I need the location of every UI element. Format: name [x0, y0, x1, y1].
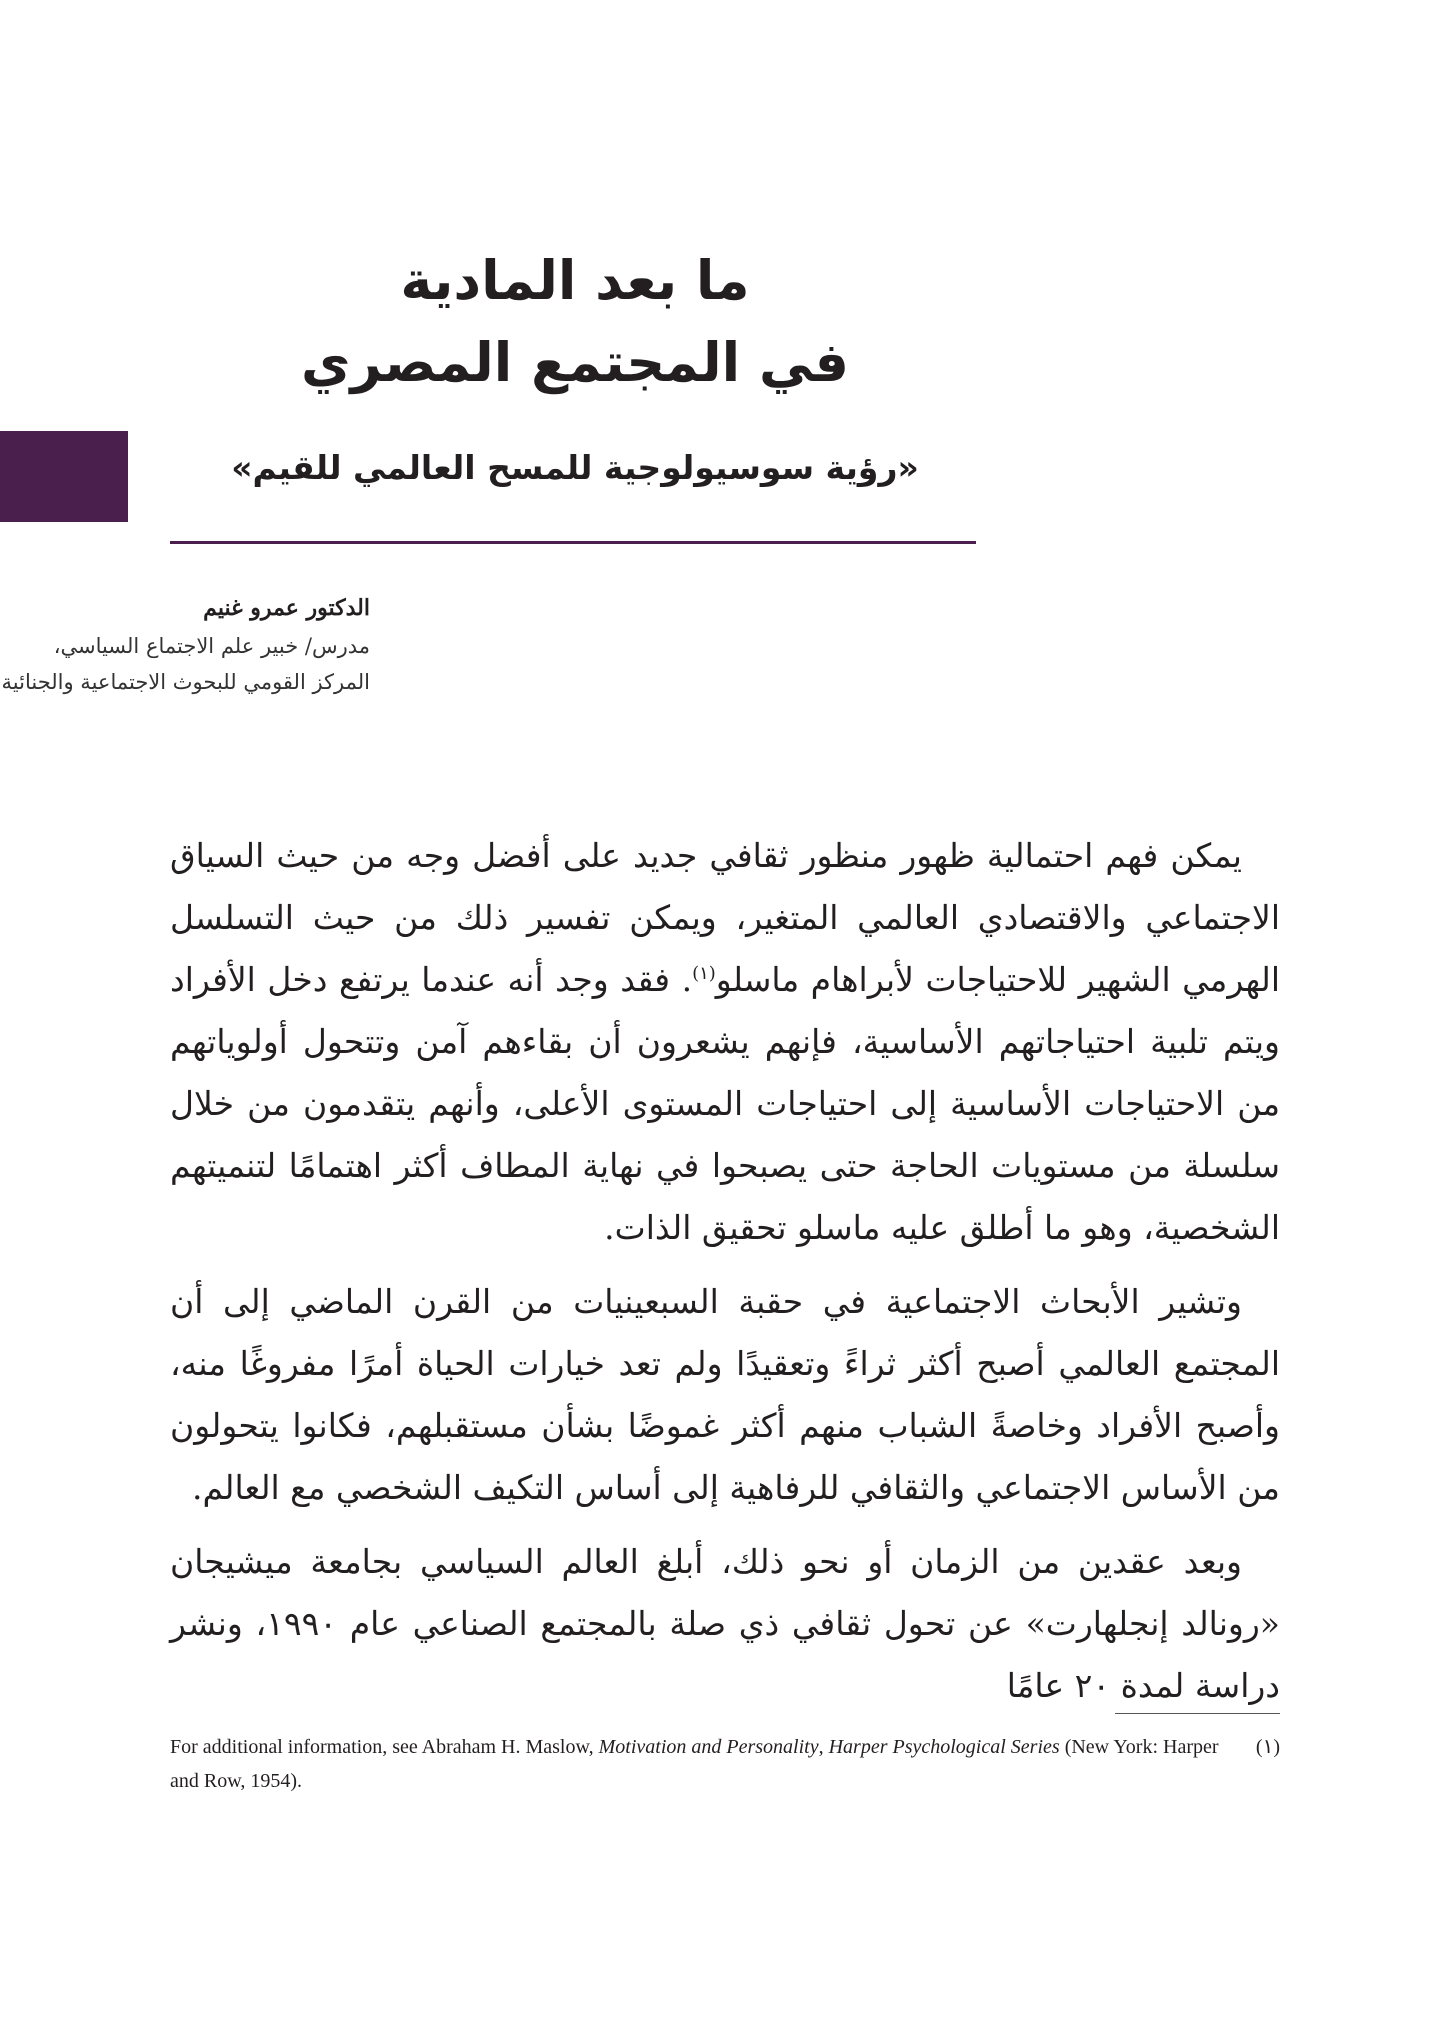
footnote-text: [170, 1730, 1220, 1798]
footnote-divider: [1115, 1713, 1280, 1714]
footnote-reference[interactable]: (١): [692, 963, 716, 984]
paragraph-3: وبعد عقدين من الزمان أو نحو ذلك، أبلغ العالم السياسي بجامعة ميشيجان «رونالد إنجلهارت» عن تحول ثقافي ذي صلة بالمجتمع الصناعي عام ١٩٩٠، ونشر دراسة لمدة ٢٠ عامًا: [170, 1542, 1280, 1705]
title-divider: [170, 541, 976, 544]
author-name: الدكتور عمرو غنيم: [203, 595, 370, 621]
footnote-series-title: Harper Psychological Series: [828, 1736, 1060, 1758]
paragraph-2: وتشير الأبحاث الاجتماعية في حقبة السبعينيات من القرن الماضي إلى أن المجتمع العالمي أصبح أكثر ثراءً وتعقيدًا ولم تعد خيارات الحياة أمرًا مفروغًا منه، وأصبح الأفراد وخاصةً الشباب منهم أكثر غموضًا بشأن مستقبلهم، فكانوا يتحولون من الأساس الاجتماعي والثقافي للرفاهية إلى أساس التكيف الشخصي مع العالم.: [170, 1282, 1280, 1507]
title-line-2: في المجتمع المصري: [301, 331, 849, 394]
footnote-separator: ,: [818, 1736, 829, 1758]
author-institution: المركز القومي للبحوث الاجتماعية والجنائية: [1, 670, 370, 694]
author-info: [0, 588, 370, 700]
paragraph-1-text-a: يمكن فهم احتمالية ظهور منظور ثقافي جديد على أفضل وجه من حيث السياق الاجتماعي والاقتصادي العالمي المتغير، ويمكن تفسير ذلك من حيث التسلسل الهرمي الشهير للاحتياجات لأبراهام ماسلو: [170, 836, 1280, 999]
author-position: مدرس/ خبير علم الاجتماع السياسي،: [53, 634, 370, 658]
footnote-text-after: (New York: Harper and Row, 1954).: [170, 1736, 1219, 1792]
chapter-subtitle: «رؤية سوسيولوجية للمسح العالمي للقيم»: [231, 448, 919, 487]
chapter-title: [170, 240, 980, 404]
chapter-side-tab: [0, 431, 128, 522]
footnote-marker: (١): [1255, 1736, 1280, 1758]
footnote: [170, 1730, 1280, 1798]
footnote-text-before: For additional information, see Abraham H. Maslow,: [170, 1736, 599, 1758]
footnote-book-title: Motivation and Personality: [598, 1736, 819, 1758]
paragraph-1: [170, 825, 1280, 1259]
article-body: [170, 825, 1280, 1729]
title-line-1: ما بعد المادية: [400, 249, 750, 312]
paragraph-1-text-b: . فقد وجد أنه عندما يرتفع دخل الأفراد ويتم تلبية احتياجاتهم الأساسية، فإنهم يشعرون أن بقاءهم آمن وتتحول أولوياتهم من الاحتياجات الأساسية إلى احتياجات المستوى الأعلى، وأنهم يتقدمون من خلال سلسلة من مستويات الحاجة حتى يصبحوا في نهاية المطاف أكثر اهتمامًا لتنميتهم الشخصية، وهو ما أطلق عليه ماسلو تحقيق الذات.: [170, 960, 1280, 1247]
